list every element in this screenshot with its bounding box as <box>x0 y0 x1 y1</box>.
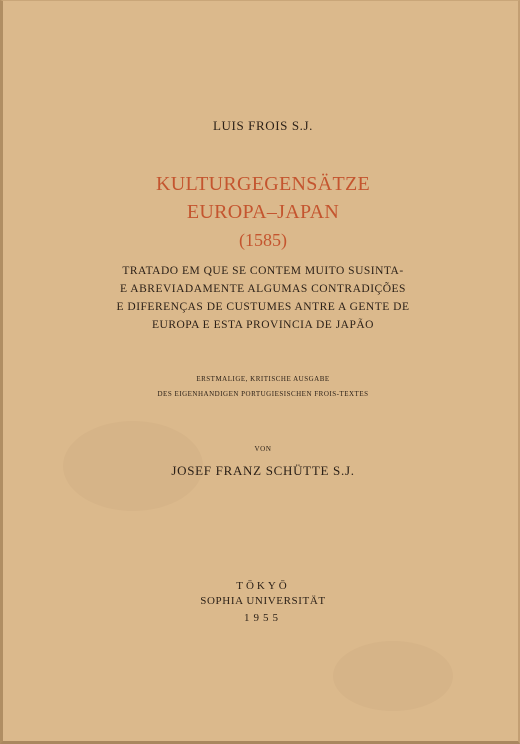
edition-note-line-2: DES EIGENHANDIGEN PORTUGIESISCHEN FROIS-TEXTES <box>157 390 369 398</box>
title-line-2: EUROPA–JAPAN <box>186 201 340 223</box>
paper-stain <box>333 641 453 711</box>
title-line-1: KULTURGEGENSÄTZE <box>155 173 371 195</box>
publisher-name: SOPHIA UNIVERSITÄT <box>200 595 326 607</box>
publication-year: 1955 <box>244 612 282 624</box>
by-label: VON <box>254 445 272 453</box>
publication-place: TŌKYŌ <box>236 580 290 592</box>
title-year: (1585) <box>239 230 287 250</box>
subtitle-line-2: E ABREVIADAMENTE ALGUMAS CONTRADIÇÕES <box>120 283 406 295</box>
edition-note-line-1: ERSTMALIGE, KRITISCHE AUSGABE <box>196 375 330 383</box>
subtitle-line-1: TRATADO EM QUE SE CONTEM MUITO SUSINTA- <box>122 265 404 277</box>
subtitle-line-3: E DIFERENÇAS DE CUSTUMES ANTRE A GENTE DE <box>116 301 410 313</box>
author-name: LUIS FROIS S.J. <box>212 118 314 133</box>
editor-name: JOSEF FRANZ SCHÜTTE S.J. <box>171 463 355 478</box>
subtitle-line-4: EUROPA E ESTA PROVINCIA DE JAPÃO <box>151 319 374 331</box>
